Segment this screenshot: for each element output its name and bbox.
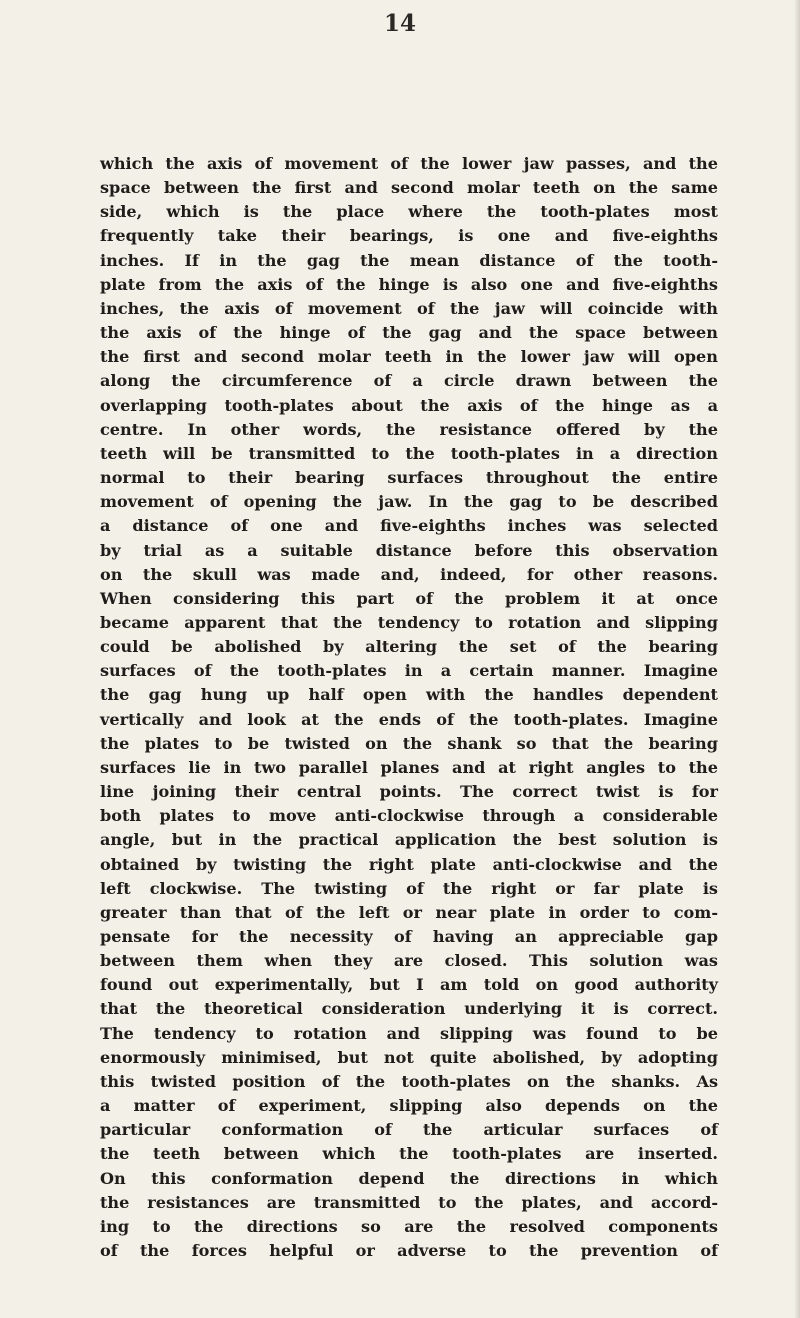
body-paragraph xyxy=(100,152,718,1263)
text-line: both plates to move anti-clockwise through a considerable xyxy=(100,806,718,826)
page-edge-shadow xyxy=(794,0,800,1318)
text-line: the teeth between which the tooth-plates are inserted. xyxy=(100,1144,718,1164)
text-line: teeth will be transmitted to the tooth-plates in a direction xyxy=(100,443,718,463)
text-line: inches. If in the gag the mean distance of the tooth- xyxy=(100,250,718,270)
text-line: angle, but in the practical application the best solution is xyxy=(100,830,718,850)
text-line: the first and second molar teeth in the lower jaw will open xyxy=(100,347,718,367)
text-line: frequently take their bearings, is one and five-eighths xyxy=(100,226,718,246)
text-line: centre. In other words, the resistance offered by the xyxy=(100,419,718,439)
text-line: greater than that of the left or near plate in order to com- xyxy=(100,902,718,922)
text-line: particular conformation of the articular surfaces of xyxy=(100,1120,718,1140)
text-line: obtained by twisting the right plate anti-clockwise and the xyxy=(100,854,718,874)
text-line: the plates to be twisted on the shank so that the bearing xyxy=(100,733,718,753)
text-line: vertically and look at the ends of the tooth-plates. Imagine xyxy=(100,709,718,729)
text-line: ing to the directions so are the resolved components xyxy=(100,1216,718,1236)
text-line: found out experimentally, but I am told on good authority xyxy=(100,975,718,995)
text-line: inches, the axis of movement of the jaw will coincide with xyxy=(100,298,718,318)
text-line: The tendency to rotation and slipping was found to be xyxy=(100,1023,718,1043)
text-line: pensate for the necessity of having an appreciable gap xyxy=(100,927,718,946)
text-line: the axis of the hinge of the gag and the space between xyxy=(100,323,718,343)
text-line: surfaces lie in two parallel planes and at right angles to the xyxy=(100,757,718,777)
text-line: overlapping tooth-plates about the axis of the hinge as a xyxy=(100,395,718,415)
text-line: on the skull was made and, indeed, for other reasons. xyxy=(100,564,718,584)
text-line: became apparent that the tendency to rotation and slipping xyxy=(100,612,718,632)
text-line: line joining their central points. The correct twist is for xyxy=(100,782,718,802)
text-line: could be abolished by altering the set of the bearing xyxy=(100,637,718,657)
text-line: a distance of one and five-eighths inches was selected xyxy=(100,516,718,536)
text-line: which the axis of movement of the lower jaw passes, and the xyxy=(100,154,718,173)
text-line: normal to their bearing surfaces throughout the entire xyxy=(100,468,718,488)
text-line: the resistances are transmitted to the plates, and accord- xyxy=(100,1192,718,1212)
text-line: this twisted position of the tooth-plates on the shanks. As xyxy=(100,1071,718,1091)
text-line: that the theoretical consideration underlying it is correct. xyxy=(100,999,718,1019)
text-line: plate from the axis of the hinge is also one and five-eighths xyxy=(100,274,718,294)
text-line: by trial as a suitable distance before this observation xyxy=(100,540,718,560)
text-line: the gag hung up half open with the handles dependent xyxy=(100,685,718,705)
text-line: On this conformation depend the directions in which xyxy=(100,1168,718,1188)
text-line: surfaces of the tooth-plates in a certain manner. Imagine xyxy=(100,661,718,681)
text-line: of the forces helpful or adverse to the prevention of xyxy=(100,1241,718,1261)
text-line: along the circumference of a circle drawn between the xyxy=(100,371,718,391)
text-line: between them when they are closed. This solution was xyxy=(100,951,718,971)
text-line: When considering this part of the problem it at once xyxy=(100,588,718,608)
text-line: a matter of experiment, slipping also depends on the xyxy=(100,1096,718,1116)
text-line: left clockwise. The twisting of the right or far plate is xyxy=(100,878,718,898)
page-number: 14 xyxy=(383,10,416,37)
text-line: movement of opening the jaw. In the gag to be described xyxy=(100,492,718,512)
text-line: side, which is the place where the tooth-plates most xyxy=(100,202,718,222)
text-line: space between the first and second molar teeth on the same xyxy=(100,178,718,198)
text-line: enormously minimised, but not quite abolished, by adopting xyxy=(100,1047,718,1067)
